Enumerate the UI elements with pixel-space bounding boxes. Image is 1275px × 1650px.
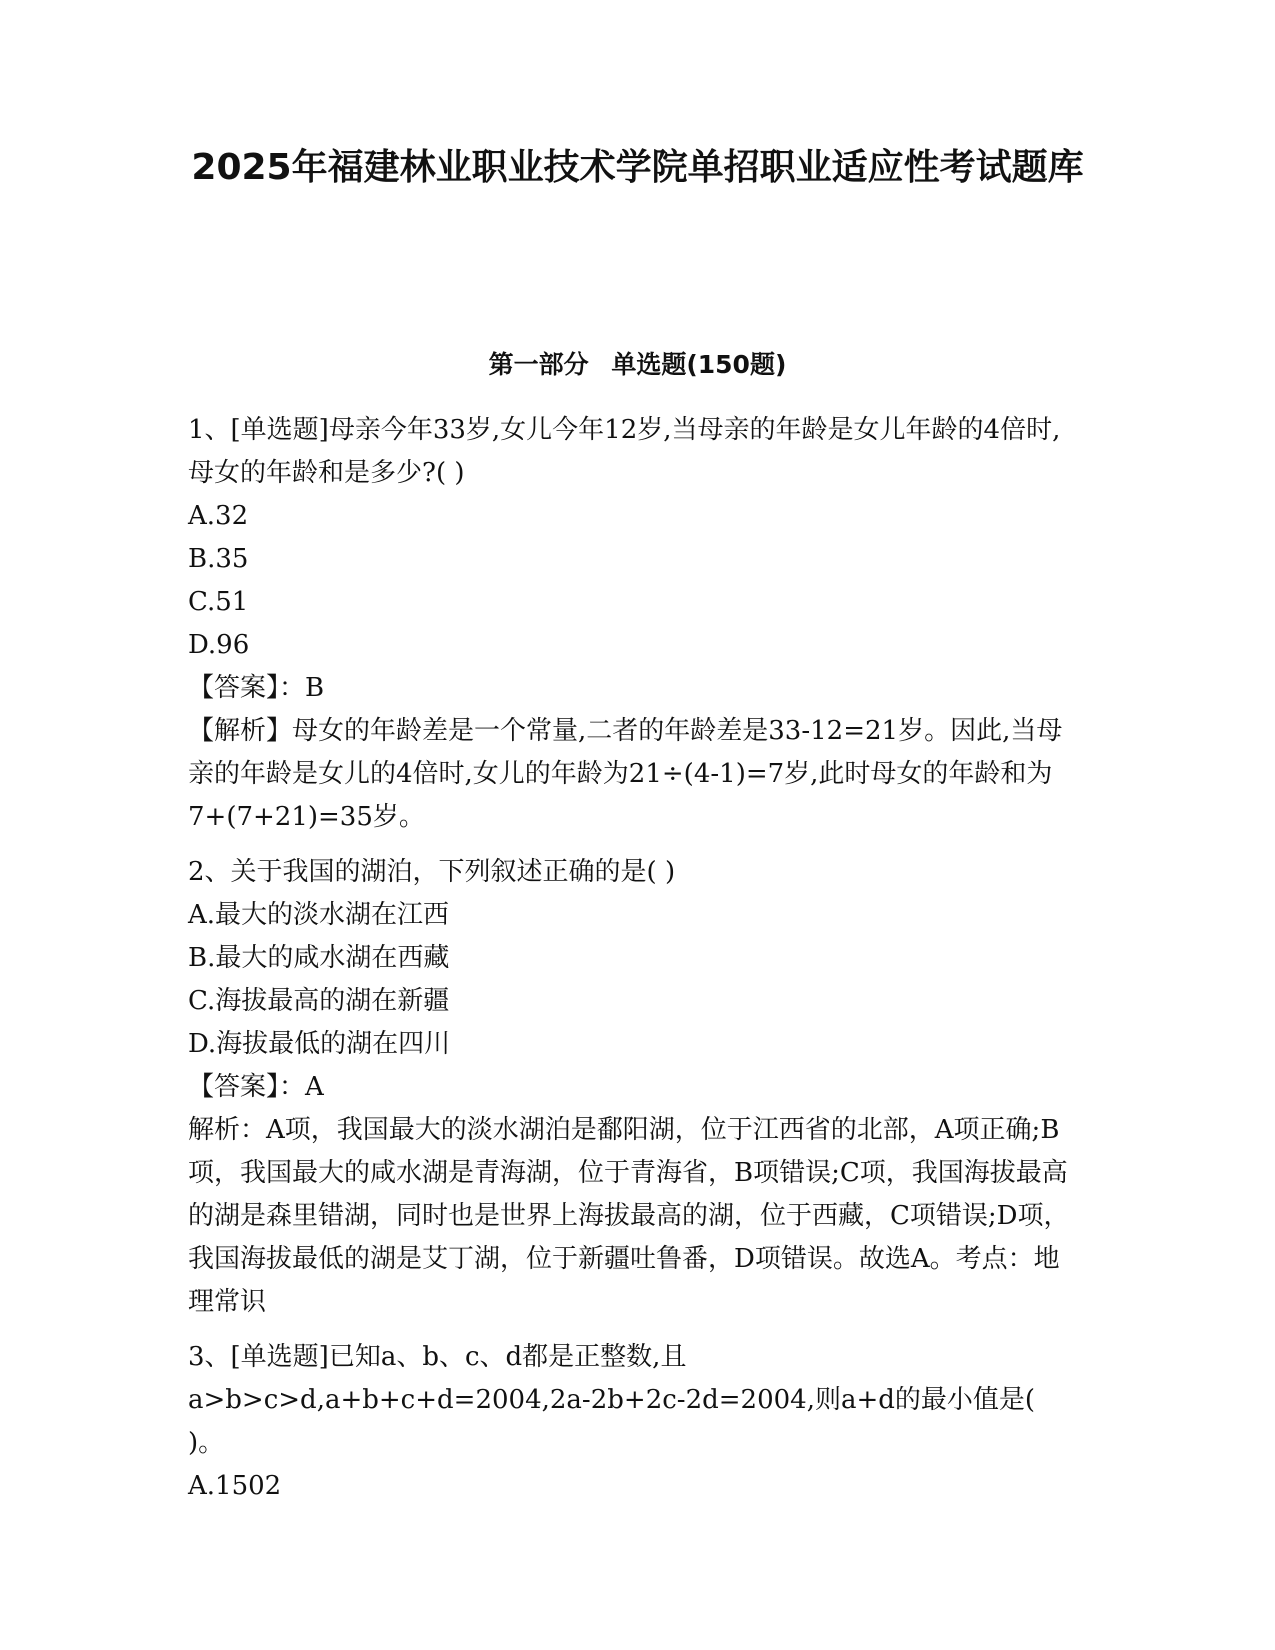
- question-stem: 2、关于我国的湖泊，下列叙述正确的是( ): [188, 857, 676, 887]
- question-list: [188, 409, 1078, 1520]
- option-d: D.海拔最低的湖在四川: [188, 1029, 451, 1059]
- answer: 【答案】：B: [188, 673, 325, 703]
- explanation: 【解析】母女的年龄差是一个常量,二者的年龄差是33-12=21岁。因此,当母亲的年龄是女儿的4倍时,女儿的年龄为21÷(4-1)=7岁,此时母女的年龄和为7+(7+21)=35岁。: [188, 716, 1063, 832]
- option-b: B.35: [188, 544, 249, 574]
- option-b: B.最大的咸水湖在西藏: [188, 943, 450, 973]
- explanation: 解析：A项，我国最大的淡水湖泊是鄱阳湖，位于江西省的北部，A项正确;B项，我国最大的咸水湖是青海湖，位于青海省，B项错误;C项，我国海拔最高的湖是森里错湖，同时也是世界上海拔最高的湖，位于西藏，C项错误;D项，我国海拔最低的湖是艾丁湖，位于新疆吐鲁番，D项错误。故选A。考点：地理常识: [188, 1115, 1070, 1317]
- section-title: 第一部分 单选题(150题): [488, 350, 787, 379]
- question-stem-line-1: 3、[单选题]已知a、b、c、d都是正整数,且: [188, 1342, 687, 1372]
- option-a: A.1502: [188, 1471, 282, 1501]
- option-a: A.32: [188, 501, 249, 531]
- question-stem: 1、[单选题]母亲今年33岁,女儿今年12岁,当母亲的年龄是女儿年龄的4倍时,母女的年龄和是多少?( ): [188, 415, 1061, 488]
- option-c: C.51: [188, 587, 249, 617]
- question-3: [188, 1336, 1078, 1508]
- option-d: D.96: [188, 630, 250, 660]
- option-c: C.海拔最高的湖在新疆: [188, 986, 450, 1016]
- document-title: 2025年福建林业职业技术学院单招职业适应性考试题库: [191, 147, 1084, 188]
- option-a: A.最大的淡水湖在江西: [188, 900, 450, 930]
- question-stem-line-2: a>b>c>d,a+b+c+d=2004,2a-2b+2c-2d=2004,则a+d的最小值是( )。: [188, 1385, 1036, 1458]
- answer: 【答案】：A: [188, 1072, 324, 1102]
- question-2: [188, 851, 1078, 1324]
- question-1: [188, 409, 1078, 839]
